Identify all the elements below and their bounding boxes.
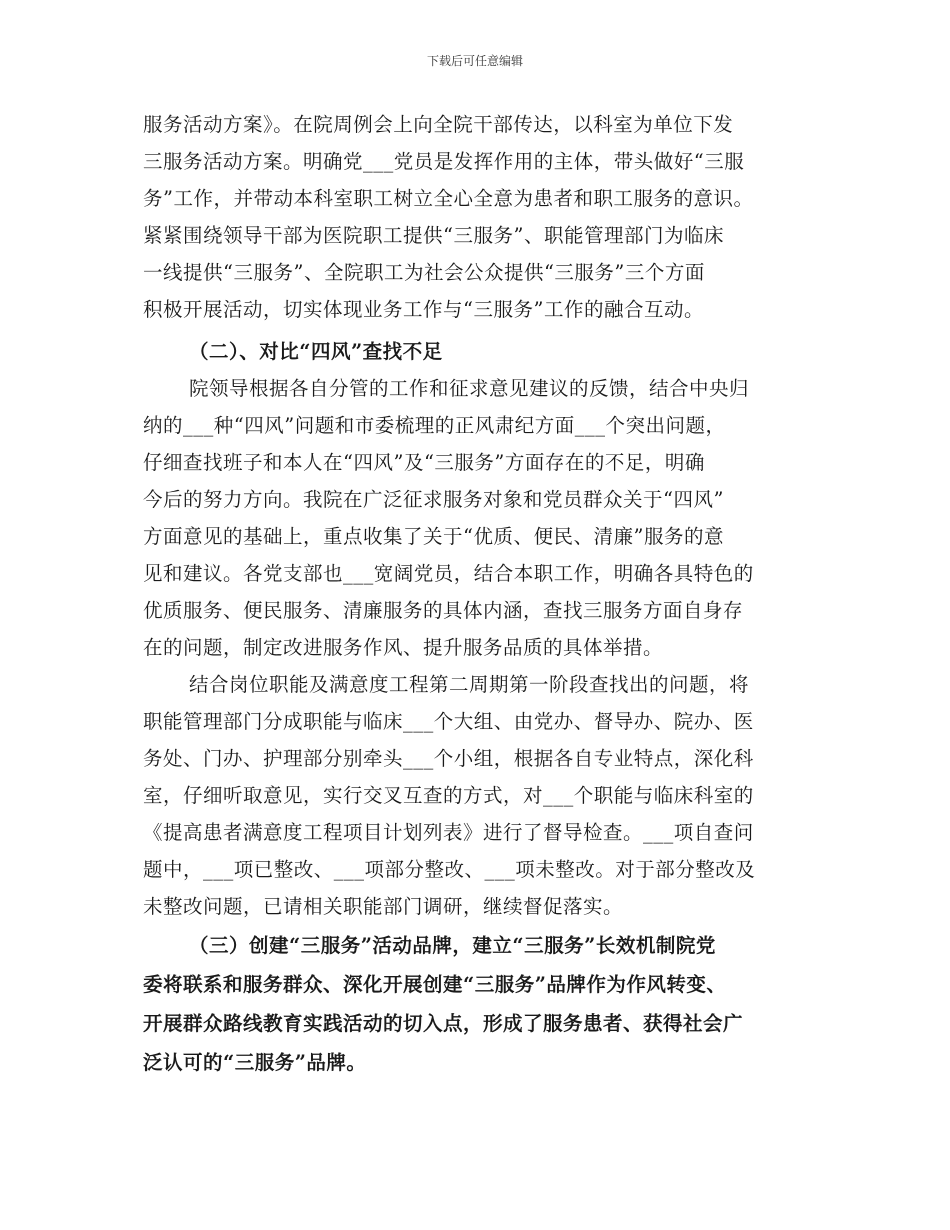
paragraph-line: 服务活动方案》。在院周例会上向全院干部传达，以科室为单位下发	[143, 113, 734, 136]
paragraph-line: 务处、门办、护理部分别牵头___个小组，根据各自专业特点，深化科	[143, 747, 754, 770]
paragraph-line: 见和建议。各党支部也___宽阔党员，结合本职工作，明确各具特色的	[143, 562, 754, 585]
paragraph-line: 方面意见的基础上，重点收集了关于“优质、便民、清廉”服务的意	[143, 525, 724, 548]
paragraph-line: 委将联系和服务群众、深化开展创建“三服务”品牌作为作风转变、	[143, 973, 727, 996]
paragraph-line: 结合岗位职能及满意度工程第二周期第一阶段查找出的问题，将	[189, 673, 750, 696]
page-header: 下载后可任意编辑	[426, 54, 523, 68]
paragraph-line: 开展群众路线教育实践活动的切入点，形成了服务患者、获得社会广	[143, 1012, 744, 1035]
paragraph-line: 在的问题，制定改进服务作风、提升服务品质的具体举措。	[143, 636, 664, 659]
section-heading-line: （二）、对比“四风”查找不足	[189, 340, 443, 363]
paragraph-line: 一线提供“三服务”、全院职工为社会公众提供“三服务”三个方面	[143, 261, 705, 284]
paragraph-line: 泛认可的“三服务”品牌。	[143, 1051, 367, 1074]
paragraph-line: 院领导根据各自分管的工作和征求意见建议的反馈，结合中央归	[189, 377, 750, 400]
paragraph-line: 职能管理部门分成职能与临床___个大组、由党办、督导办、院办、医	[143, 710, 754, 733]
paragraph-line: 优质服务、便民服务、清廉服务的具体内涵，查找三服务方面自身存	[143, 599, 744, 622]
paragraph-line: 积极开展活动，切实体现业务工作与“三服务”工作的融合互动。	[143, 298, 704, 321]
paragraph-line: 未整改问题，已请相关职能部门调研，继续督促落实。	[143, 895, 624, 918]
paragraph-line: 三服务活动方案。明确党___党员是发挥作用的主体，带头做好“三服	[143, 150, 745, 173]
paragraph-line: 务”工作，并带动本科室职工树立全心全意为患者和职工服务的意识。	[143, 187, 754, 210]
paragraph-line: 题中，___项已整改、___项部分整改、___项未整改。对于部分整改及	[143, 858, 756, 881]
paragraph-line: 室，仔细听取意见，实行交叉互查的方式，对___个职能与临床科室的	[143, 784, 754, 807]
paragraph-line: 纳的___种“四风”问题和市委梳理的正风肃纪方面___个突出问题，	[143, 414, 726, 437]
paragraph-line: 今后的努力方向。我院在广泛征求服务对象和党员群众关于“四风”	[143, 488, 724, 511]
paragraph-line: 紧紧围绕领导干部为医院职工提供“三服务”、职能管理部门为临床	[143, 224, 724, 247]
paragraph-line: 仔细查找班子和本人在“四风”及“三服务”方面存在的不足，明确	[143, 451, 705, 474]
section-heading-line: （三）创建“三服务”活动品牌，建立“三服务”长效机制院党	[189, 934, 716, 957]
paragraph-line: 《提高患者满意度工程项目计划列表》进行了督导检查。___项自查问	[143, 821, 754, 844]
